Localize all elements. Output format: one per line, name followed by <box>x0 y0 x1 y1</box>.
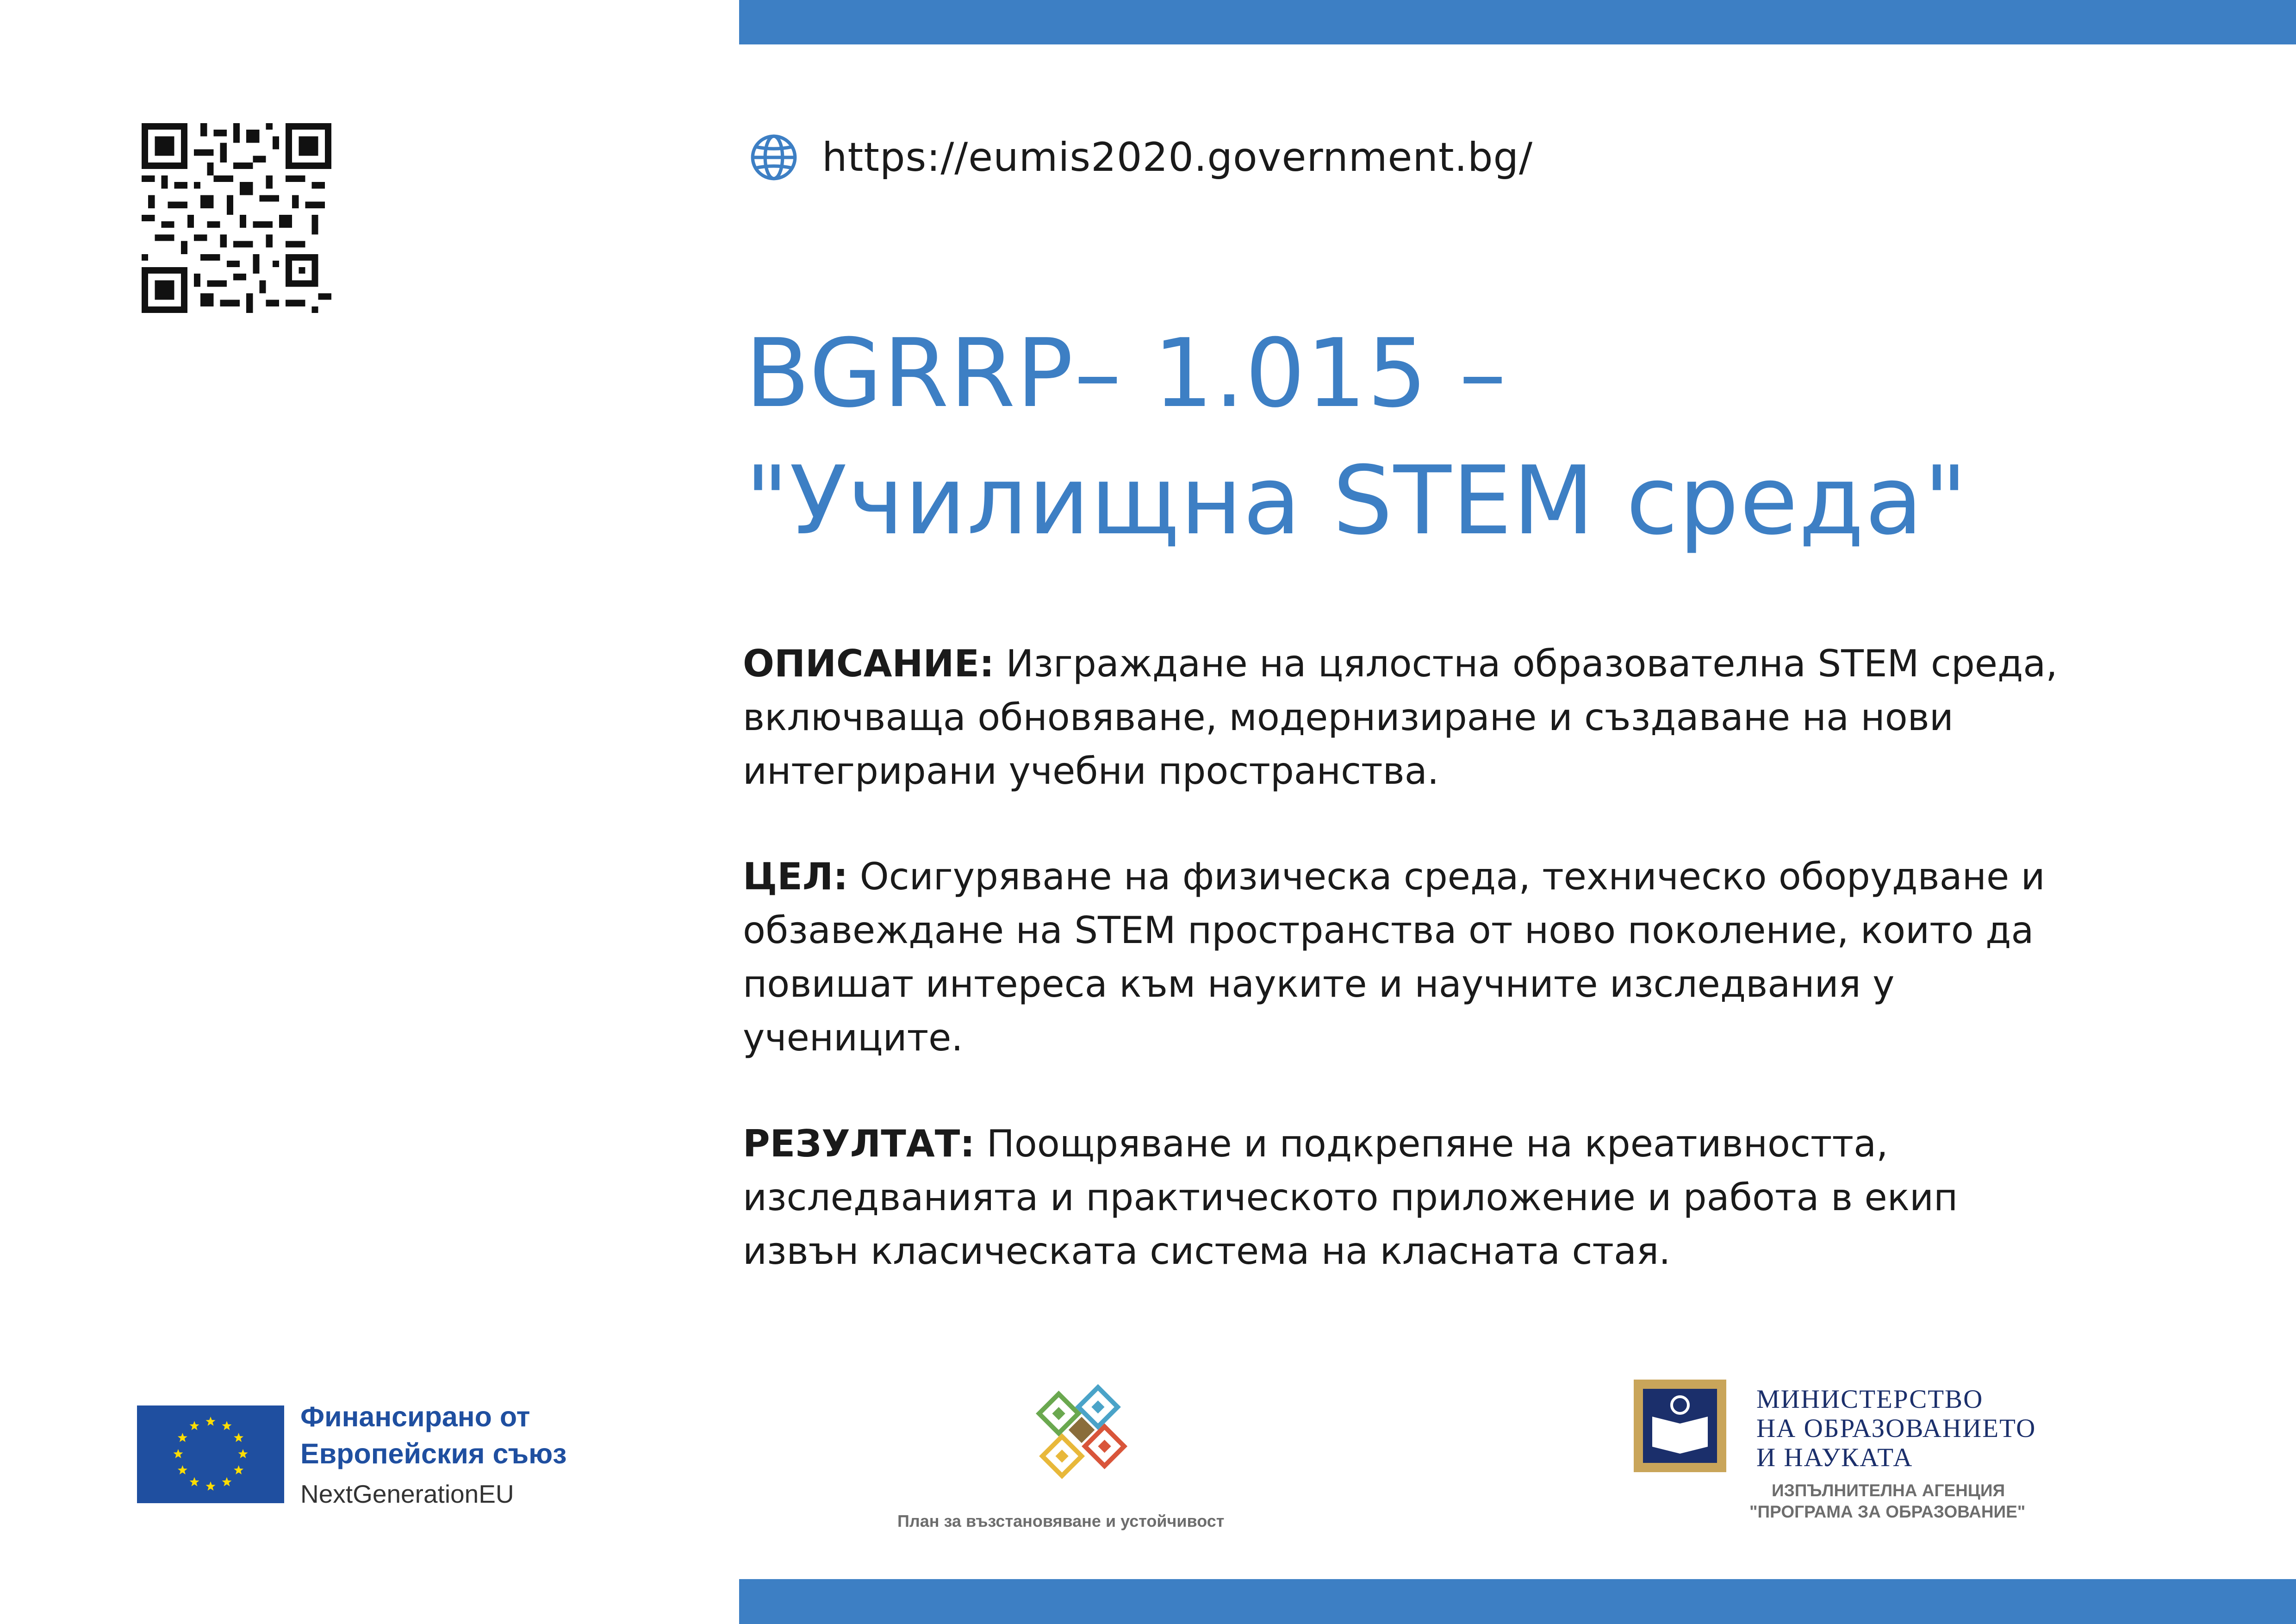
recovery-plan-caption: План за възстановяване и устойчивост <box>897 1512 1225 1530</box>
ministry-name-1: МИНИСТЕРСТВО <box>1756 1385 1984 1414</box>
goal-text-3: повишат интереса към науките и научните изследвания у <box>743 962 1895 1006</box>
eu-flag-icon <box>137 1405 284 1503</box>
description-label: ОПИСАНИЕ: <box>743 642 995 685</box>
description-text-1: Изграждане на цялостна образователна STEM среда, <box>994 642 2058 685</box>
top-accent-bar <box>739 0 2296 44</box>
goal-text-1: Осигуряване на физическа среда, техническо оборудване и <box>848 855 2045 898</box>
ministry-name-2: НА ОБРАЗОВАНИЕТО <box>1756 1414 2036 1443</box>
ministry-name-3: И НАУКАТА <box>1756 1443 1913 1472</box>
project-code: BGRRP– 1.015 – <box>745 319 1507 429</box>
result-text-1: Поощряване и подкрепяне на креативността, <box>975 1122 1888 1165</box>
website-link-row[interactable] <box>750 130 1533 185</box>
eu-funding-line-2: Европейския съюз <box>300 1438 567 1469</box>
goal-text-4: учениците. <box>743 1016 963 1059</box>
eu-funding-line-3: NextGenerationEU <box>300 1480 514 1508</box>
project-name: "Училищна STEM среда" <box>745 446 1968 556</box>
goal-label: ЦЕЛ: <box>743 855 848 898</box>
result-label: РЕЗУЛТАТ: <box>743 1122 975 1165</box>
goal-text-2: обзавеждане на STEM пространства от ново поколение, които да <box>743 909 2034 952</box>
recovery-plan-logo-icon <box>1009 1370 1148 1509</box>
globe-icon <box>750 133 798 181</box>
description-section <box>743 637 2224 798</box>
agency-name-1: ИЗПЪЛНИТЕЛНА АГЕНЦИЯ <box>1772 1481 2005 1500</box>
description-text-3: интегрирани учебни пространства. <box>743 750 1439 793</box>
ministry-book-logo-icon <box>1634 1380 1726 1472</box>
result-text-2: изследванията и практическото приложение и работа в екип <box>743 1176 1958 1219</box>
qr-code-icon <box>142 123 331 313</box>
website-url[interactable]: https://eumis2020.government.bg/ <box>822 134 1533 181</box>
bottom-accent-bar <box>739 1579 2296 1624</box>
goal-section <box>743 850 2224 1065</box>
agency-name-2: "ПРОГРАМА ЗА ОБРАЗОВАНИЕ" <box>1749 1502 2026 1521</box>
result-text-3: извън класическата система на класната стая. <box>743 1230 1671 1273</box>
project-title <box>745 310 2226 565</box>
result-section <box>743 1117 2224 1278</box>
eu-funding-line-1: Финансирано от <box>300 1401 530 1432</box>
description-text-2: включваща обновяване, модернизиране и създаване на нови <box>743 696 1954 739</box>
